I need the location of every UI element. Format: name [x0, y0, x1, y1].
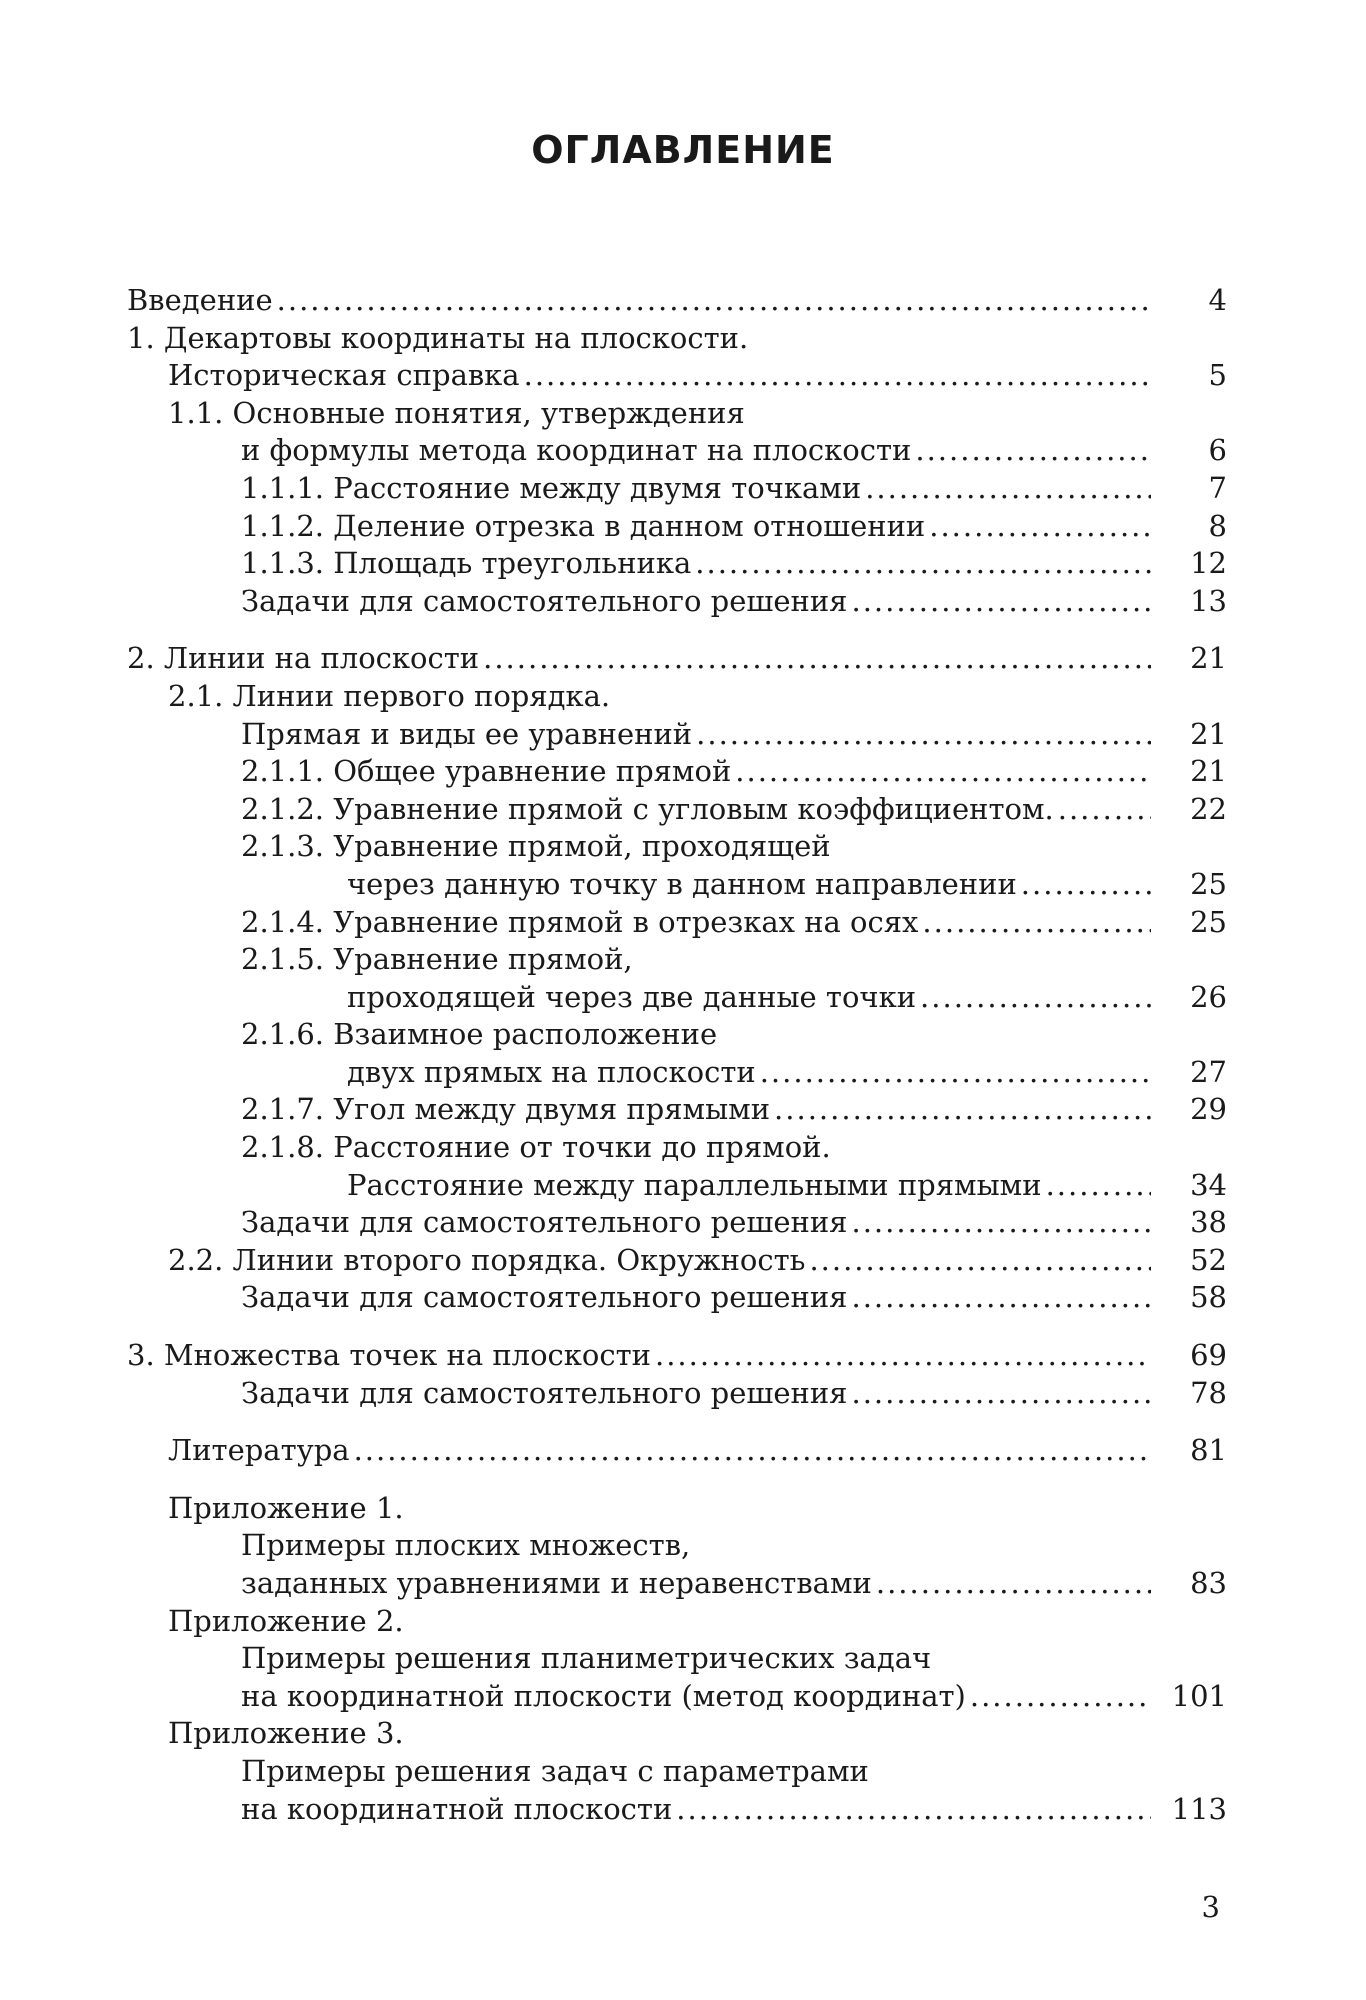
toc-entry-title: Задачи для самостоятельного решения: [241, 1205, 848, 1240]
toc-entry-title: Расстояние между параллельными прямыми: [347, 1167, 1042, 1202]
toc-entry: [127, 1167, 1227, 1205]
toc-entry-title: Задачи для самостоятельного решения: [241, 1280, 848, 1315]
toc-entry-page: 25: [1190, 904, 1227, 939]
toc-entry-page: 101: [1171, 1678, 1227, 1713]
toc-entry: [127, 508, 1227, 546]
toc-leader-dots: [1058, 791, 1151, 829]
toc-entry-title: Задачи для самостоятельного решения: [241, 583, 848, 618]
toc-leader-dots: [920, 979, 1151, 1017]
toc-entry-title: Историческая справка: [168, 358, 520, 393]
toc-entry-page: 13: [1190, 583, 1227, 618]
toc-entry: [127, 979, 1227, 1017]
toc-entry-title: Примеры плоских множеств,: [241, 1528, 691, 1563]
toc-entry: [127, 282, 1227, 320]
toc-entry: [127, 828, 1227, 866]
toc-entry: [127, 1791, 1227, 1829]
toc-entry-title: и формулы метода координат на плоскости: [241, 433, 912, 468]
page-title: ОГЛАВЛЕНИЕ: [531, 128, 835, 172]
table-of-contents: [127, 282, 1227, 1828]
toc-entry-title: 2.1.3. Уравнение прямой, проходящей: [241, 829, 831, 864]
toc-entry: [127, 432, 1227, 470]
toc-entry-title: Литература: [168, 1433, 350, 1468]
toc-entry-page: 4: [1208, 283, 1227, 317]
toc-entry: [127, 753, 1227, 791]
toc-entry-title: на координатной плоскости: [241, 1791, 673, 1826]
toc-entry-page: 113: [1171, 1791, 1227, 1826]
toc-entry-title: Примеры решения задач с параметрами: [241, 1753, 869, 1788]
toc-entry-page: 21: [1190, 641, 1227, 676]
toc-entry: [127, 545, 1227, 583]
toc-leader-dots: [655, 1337, 1151, 1375]
toc-entry: [127, 791, 1227, 829]
toc-entry-title: Примеры решения планиметрических задач: [241, 1641, 932, 1676]
toc-entry-title: 1.1. Основные понятия, утверждения: [168, 395, 745, 430]
toc-entry: [127, 1279, 1227, 1317]
toc-entry-title: 3. Множества точек на плоскости: [127, 1338, 651, 1373]
toc-entry-title: Приложение 3.: [168, 1716, 404, 1751]
toc-entry: [127, 395, 1227, 433]
toc-entry-title: 1. Декартовы координаты на плоскости.: [127, 320, 749, 355]
toc-entry: [127, 1640, 1227, 1678]
toc-entry-title: 2.1. Линии первого порядка.: [168, 678, 611, 713]
toc-entry-title: проходящей через две данные точки: [347, 979, 917, 1014]
toc-leader-dots: [524, 357, 1151, 395]
toc-entry-title: 1.1.3. Площадь треугольника: [241, 546, 692, 581]
toc-entry: [127, 678, 1227, 716]
toc-entry-title: 2.1.8. Расстояние от точки до прямой.: [241, 1130, 831, 1165]
toc-entry-page: 38: [1190, 1205, 1227, 1240]
toc-leader-dots: [929, 508, 1151, 546]
toc-leader-dots: [865, 470, 1151, 508]
toc-entry: [127, 470, 1227, 508]
toc-leader-dots: [970, 1678, 1151, 1716]
toc-entry-page: 52: [1190, 1242, 1227, 1277]
toc-entry-page: 25: [1190, 866, 1227, 901]
toc-entry-page: 7: [1208, 470, 1227, 505]
toc-entry: [127, 583, 1227, 621]
toc-entry-page: 34: [1190, 1167, 1227, 1202]
toc-entry-page: 5: [1208, 358, 1227, 393]
toc-entry-page: 29: [1190, 1092, 1227, 1127]
toc-entry-title: на координатной плоскости (метод координат): [241, 1678, 966, 1713]
toc-entry-title: 1.1.2. Деление отрезка в данном отношении: [241, 508, 926, 543]
toc-entry-title: Приложение 2.: [168, 1603, 404, 1638]
toc-entry: [127, 1016, 1227, 1054]
toc-entry: [127, 1054, 1227, 1092]
toc-entry-title: 2.1.4. Уравнение прямой в отрезках на осях: [241, 904, 919, 939]
toc-entry-page: 78: [1190, 1375, 1227, 1410]
toc-entry: [127, 904, 1227, 942]
toc-entry: [127, 1337, 1227, 1375]
toc-entry-page: 58: [1190, 1280, 1227, 1315]
toc-entry-title: 2.2. Линии второго порядка. Окружность: [168, 1242, 806, 1277]
toc-leader-dots: [354, 1432, 1151, 1470]
toc-leader-dots: [735, 753, 1151, 791]
toc-entry: [127, 716, 1227, 754]
toc-entry: [127, 1129, 1227, 1167]
toc-leader-dots: [1021, 866, 1151, 904]
toc-leader-dots: [851, 1204, 1151, 1242]
toc-entry-page: 83: [1190, 1566, 1227, 1600]
toc-entry-page: 22: [1190, 791, 1227, 826]
toc-entry: [127, 866, 1227, 904]
page-number: 3: [1201, 1890, 1220, 1924]
toc-leader-dots: [483, 640, 1151, 678]
toc-leader-dots: [695, 545, 1151, 583]
toc-leader-dots: [696, 716, 1151, 754]
toc-entry-title: Введение: [127, 283, 273, 317]
toc-entry-title: 2.1.1. Общее уравнение прямой: [241, 754, 732, 789]
toc-entry-page: 27: [1190, 1054, 1227, 1089]
toc-entry: [127, 1242, 1227, 1280]
toc-entry-page: 69: [1190, 1338, 1227, 1373]
toc-leader-dots: [760, 1054, 1151, 1092]
toc-entry-title: 2.1.2. Уравнение прямой с угловым коэффициентом.: [241, 791, 1054, 826]
toc-entry: [127, 1753, 1227, 1791]
toc-leader-dots: [876, 1565, 1151, 1603]
toc-entry-title: заданных уравнениями и неравенствами: [241, 1566, 872, 1600]
toc-entry: [127, 1678, 1227, 1716]
toc-entry-page: 6: [1208, 433, 1227, 468]
toc-leader-dots: [676, 1791, 1151, 1829]
toc-entry: [127, 941, 1227, 979]
toc-entry-page: 8: [1208, 508, 1227, 543]
toc-entry: [127, 1565, 1227, 1603]
toc-entry-title: Приложение 1.: [168, 1490, 404, 1525]
toc-entry-title: Задачи для самостоятельного решения: [241, 1375, 848, 1410]
toc-entry: [127, 357, 1227, 395]
toc-leader-dots: [1046, 1167, 1151, 1205]
toc-leader-dots: [915, 432, 1151, 470]
toc-entry-page: 12: [1190, 546, 1227, 581]
toc-leader-dots: [851, 1279, 1151, 1317]
toc-leader-dots: [277, 282, 1151, 320]
toc-leader-dots: [809, 1242, 1151, 1280]
toc-entry-page: 21: [1190, 754, 1227, 789]
toc-entry: [127, 1432, 1227, 1470]
toc-entry: [127, 640, 1227, 678]
toc-entry-page: 81: [1190, 1433, 1227, 1468]
toc-entry-title: 2.1.5. Уравнение прямой,: [241, 942, 633, 977]
toc-entry: [127, 1091, 1227, 1129]
toc-entry: [127, 1715, 1227, 1753]
toc-entry: [127, 1490, 1227, 1528]
toc-leader-dots: [851, 1375, 1151, 1413]
toc-entry-title: 2. Линии на плоскости: [127, 641, 480, 676]
toc-entry-title: через данную точку в данном направлении: [347, 866, 1017, 901]
toc-entry: [127, 1204, 1227, 1242]
toc-entry-title: 2.1.7. Угол между двумя прямыми: [241, 1092, 771, 1127]
toc-entry: [127, 1375, 1227, 1413]
toc-leader-dots: [851, 583, 1151, 621]
toc-entry-title: двух прямых на плоскости: [347, 1054, 756, 1089]
toc-leader-dots: [922, 904, 1151, 942]
toc-entry: [127, 320, 1227, 358]
toc-entry: [127, 1527, 1227, 1565]
toc-leader-dots: [774, 1091, 1151, 1129]
toc-entry-page: 26: [1190, 979, 1227, 1014]
toc-entry-title: Прямая и виды ее уравнений: [241, 716, 693, 751]
toc-entry-page: 21: [1190, 716, 1227, 751]
toc-entry-title: 2.1.6. Взаимное расположение: [241, 1017, 718, 1052]
toc-entry: [127, 1603, 1227, 1641]
toc-entry-title: 1.1.1. Расстояние между двумя точками: [241, 470, 862, 505]
